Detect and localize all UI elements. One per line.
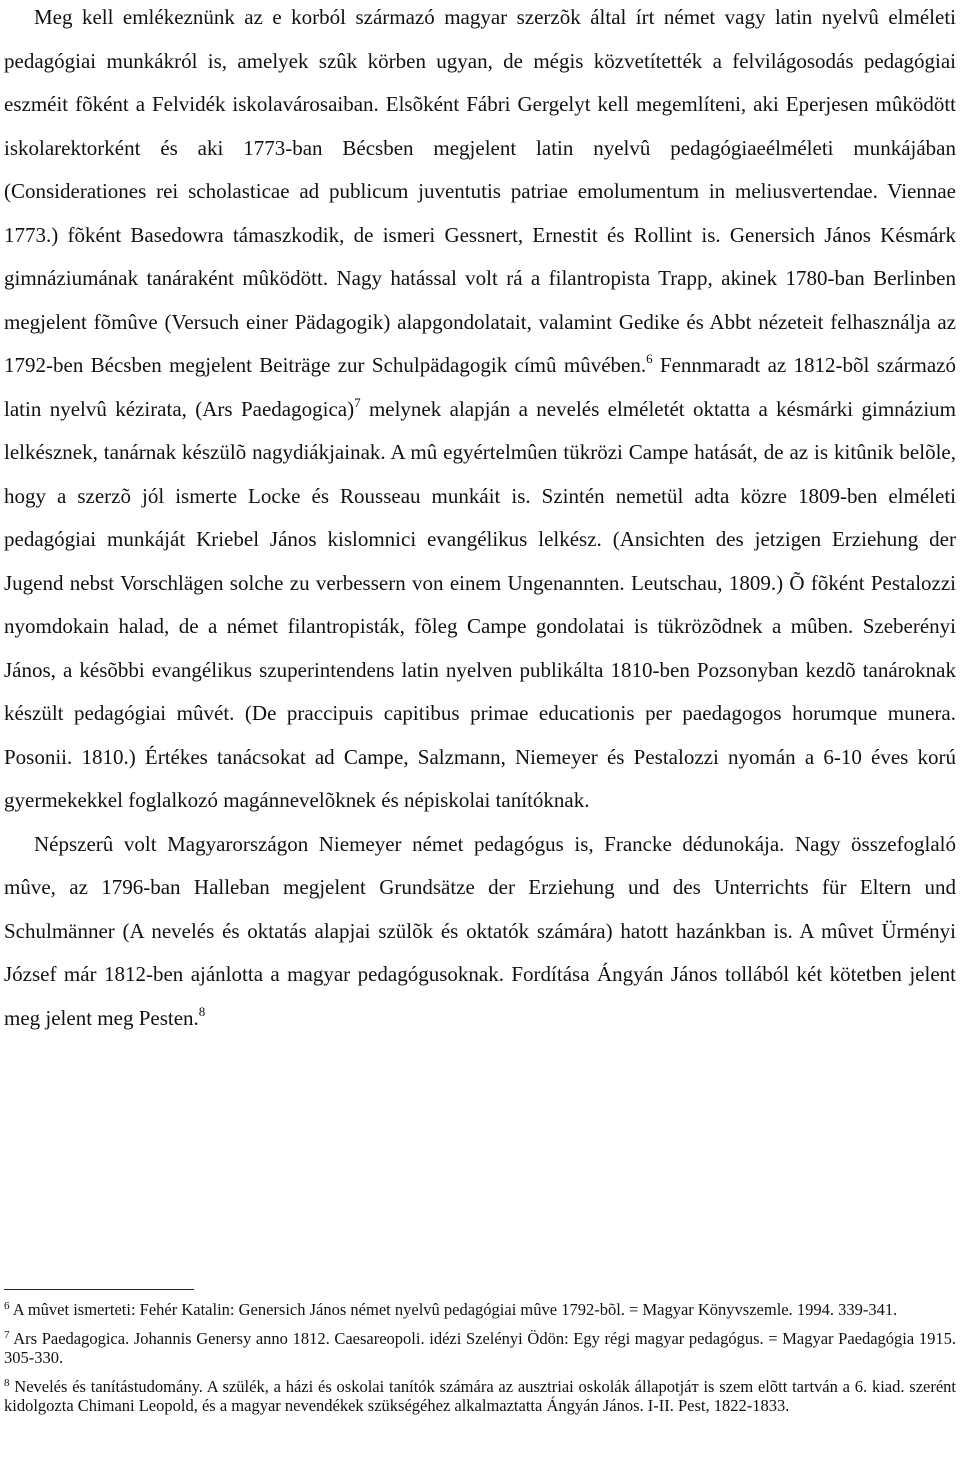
footnote-ref-6[interactable]: 6 — [646, 351, 653, 366]
paragraph-1 — [4, 0, 956, 823]
document-page — [4, 0, 956, 1415]
paragraph-1-text-a: Meg kell emlékeznünk az e korból származó magyar szerzõk által írt német vagy latin nyelvû elméleti pedagógiai munkákról is, amelyek szûk körben ugyan, de mégis közvetítették a felvilágosodás pedagógiai eszméit fõként a Felvidék iskolavárosaiban. Elsõként Fábri Gergelyt kell megemlíteni, aki Eperjesen mûködött iskolarektorként és aki 1773-ban Bécsben megjelent latin nyelvû pedagógiaeélméleti munkájában (Considerationes rei scholasticae ad publicum juventutis patriae emolumentum in meliusvertendae. Viennae 1773.) fõként Basedowra támaszkodik, de ismeri Gessnert, Ernestit és Rollint is. Genersich János Késmárk gimnáziumának tanáraként mûködött. Nagy hatással volt rá a filantropista Trapp, akinek 1780-ban Berlinben megjelent fõmûve (Versuch einer Pädagogik) alapgondolatait, valamint Gedike és Abbt nézeteit felhasználja az 1792-ben Bécsben megjelent Beiträge zur Schulpädagogik címû mûvében. — [4, 5, 956, 377]
paragraph-2 — [4, 823, 956, 1041]
footnote-mark-8: 8 — [4, 1377, 10, 1389]
paragraph-2-text: Népszerû volt Magyarországon Niemeyer német pedagógus is, Francke dédunokája. Nagy összefoglaló mûve, az 1796-ban Halleban megjelent Grundsätze der Erziehung und des Unterrichts für Eltern und Schulmänner (A nevelés és oktatás alapjai szülõk és oktatók számára) hatott hazánkban is. A mûvet Ürményi József már 1812-ben ajánlotta a magyar pedagógusoknak. Fordítása Ángyán János tollából két kötetben jelent meg jelent meg Pesten. — [4, 831, 956, 1030]
paragraph-1-text-b: Fennmaradt az 1812-bõl származó latin nyelvû kézirata, (Ars Paedagogica) — [4, 353, 956, 421]
footnote-text-7: Ars Paedagogica. Johannis Genersy anno 1812. Caesareopoli. idézi Szelényi Ödön: Egy régi magyar pedagógus. = Magyar Paedagógia 1915. 305-330. — [4, 1329, 956, 1367]
footnote-8 — [4, 1377, 956, 1415]
footnote-mark-6: 6 — [4, 1300, 10, 1312]
footnote-text-8: Nevelés és tanítástudomány. A szülék, a házi és oskolai tanítók számára az ausztriai oskolák állapotjáт is szem elõtt tartván a 6. kiad. szerént kidolgozta Chimani Leopold, és a magyar nevendékek szükségéhez alkalmaztatta Ángyán János. I-II. Pest, 1822-1833. — [4, 1377, 956, 1415]
footnote-text-6: A mûvet ismerteti: Fehér Katalin: Genersich János német nyelvû pedagógiai mûve 1792-bõl. = Magyar Könyvszemle. 1994. 339-341. — [9, 1300, 898, 1319]
footnote-7 — [4, 1329, 956, 1367]
footnotes — [4, 1300, 956, 1415]
footnote-ref-8[interactable]: 8 — [198, 1003, 206, 1019]
footnote-mark-7: 7 — [4, 1329, 10, 1341]
footnote-separator — [4, 1289, 194, 1290]
footnote-6 — [4, 1300, 956, 1319]
footnote-ref-7[interactable]: 7 — [354, 394, 361, 410]
paragraph-1-text-c: melynek alapján a nevelés elméletét oktatta a késmárki gimnázium lelkésznek, tanárnak készülõ nagydiákjainak. A mû egyértelmûen tükrözi Campe hatását, de az is kitûnik belõle, hogy a szerzõ jól ismerte Locke és Rousseau munkáit is. Szintén nemetül adta közre 1809-ben elméleti pedagógiai munkáját Kriebel János kislomnici evangélikus lelkész. (Ansichten des jetzigen Erziehung der Jugend nebst Vorschlägen solche zu verbessern von einem Ungenannten. Leutschau, 1809.) Õ fõként Pestalozzi nyomdokain halad, de a német filantropisták, fõleg Campe gondolatai is tükrözõdnek a mûben. Szeberényi János, a késõbbi evangélikus szuperintendens latin nyelven publikálta 1810-ben Pozsonyban kezdõ tanároknak készült pedagógiai mûvét. (De praccipuis capitibus primae educationis per paedagogos horumque munera. Posonii. 1810.) Értékes tanácsokat ad Campe, Salzmann, Niemeyer és Pestalozzi nyomán a 6-10 éves korú gyermekekkel foglalkozó magánnevelõknek és népiskolai tanítóknak. — [4, 396, 956, 812]
